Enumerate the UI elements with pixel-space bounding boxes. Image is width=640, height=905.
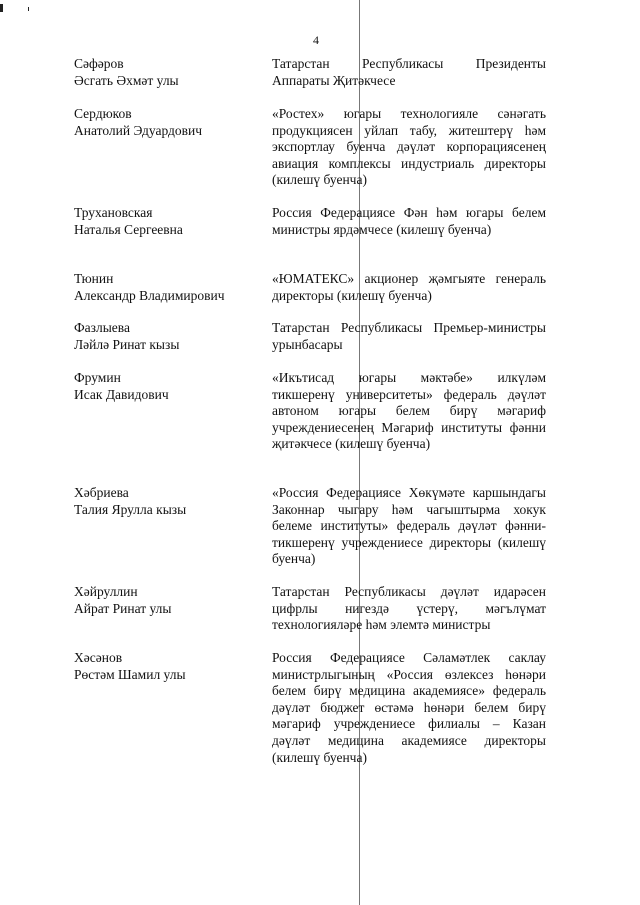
given-names: Александр Владимирович [74,287,225,303]
person-name [74,320,254,353]
given-names: Рөстәм Шамил улы [74,666,186,682]
scan-speck [0,4,3,12]
given-names: Әсгать Әхмәт улы [74,72,179,88]
position-text: Россия Федерациясе Сәламәтлек саклау министрлыгының «Россия өзлексез һөнәри белем бирү медицина академиясе» федераль дәүләт бюджет өстәмә һөнәри белем бирү мәгариф учреждениесе филиалы – Казан дәүләт медицина академиясе директоры (килешү буенча) [272,650,546,765]
given-names: Айрат Ринат улы [74,600,172,616]
given-names: Анатолий Эдуардович [74,122,203,138]
given-names: Ләйлә Ринат кызы [74,336,180,352]
surname: Фазлыева [74,320,130,335]
surname: Хәйруллин [74,584,138,599]
position-text: «Икътисад югары мәктәбе» илкүләм тикшеренү университеты» федераль дәүләт автоном югары белем бирү мәгариф учреждениесенең Мәгариф институты фәнни җитәкчесе (килешү буенча) [272,370,546,452]
position-text: «Ростех» югары технологияле сәнәгать продукциясен уйлап табу, житештерү һәм экспортлау буенча дәүләт корпорациясенең авиация комплексы индустриаль директоры (килешү буенча) [272,106,546,188]
position-text: «Россия Федерациясе Хөкүмәте каршындагы Законнар чыгару һәм чагыштырма хокук белеме институты» федераль дәүләт фәнни-тикшеренү учреждениесе директоры (килешү буенча) [272,485,546,567]
surname: Сердюков [74,106,132,121]
position-text: Татарстан Республикасы Президенты Аппараты Җитәкчесе [272,56,546,88]
surname: Хәбриева [74,485,129,500]
surname: Хәсәнов [74,650,123,665]
scan-speck [28,7,29,11]
position-text: Россия Федерациясе Фән һәм югары белем министры ярдәмчесе (килешү буенча) [272,205,546,237]
given-names: Наталья Сергеевна [74,221,183,237]
person-name [74,370,254,403]
person-name [74,56,254,89]
position-text: «ЮМАТЕКС» акционер җәмгыяте генераль директоры (килешү буенча) [272,271,546,303]
person-name [74,650,254,683]
surname: Тюнин [74,271,114,286]
person-name [74,584,254,617]
given-names: Талия Ярулла кызы [74,501,187,517]
person-name [74,271,254,304]
position-text: Татарстан Республикасы дәүләт идарәсен цифрлы нигездә үстерү, мәгълүмат технологияләре һәм элемтә министры [272,584,546,633]
page-number: 4 [313,33,319,47]
person-name [74,106,254,139]
position-text: Татарстан Республикасы Премьер-министры урынбасары [272,320,546,352]
surname: Сәфәров [74,56,124,71]
surname: Трухановская [74,205,153,220]
surname: Фрумин [74,370,121,385]
person-name [74,485,254,518]
person-name [74,205,254,238]
given-names: Исак Давидович [74,386,169,402]
